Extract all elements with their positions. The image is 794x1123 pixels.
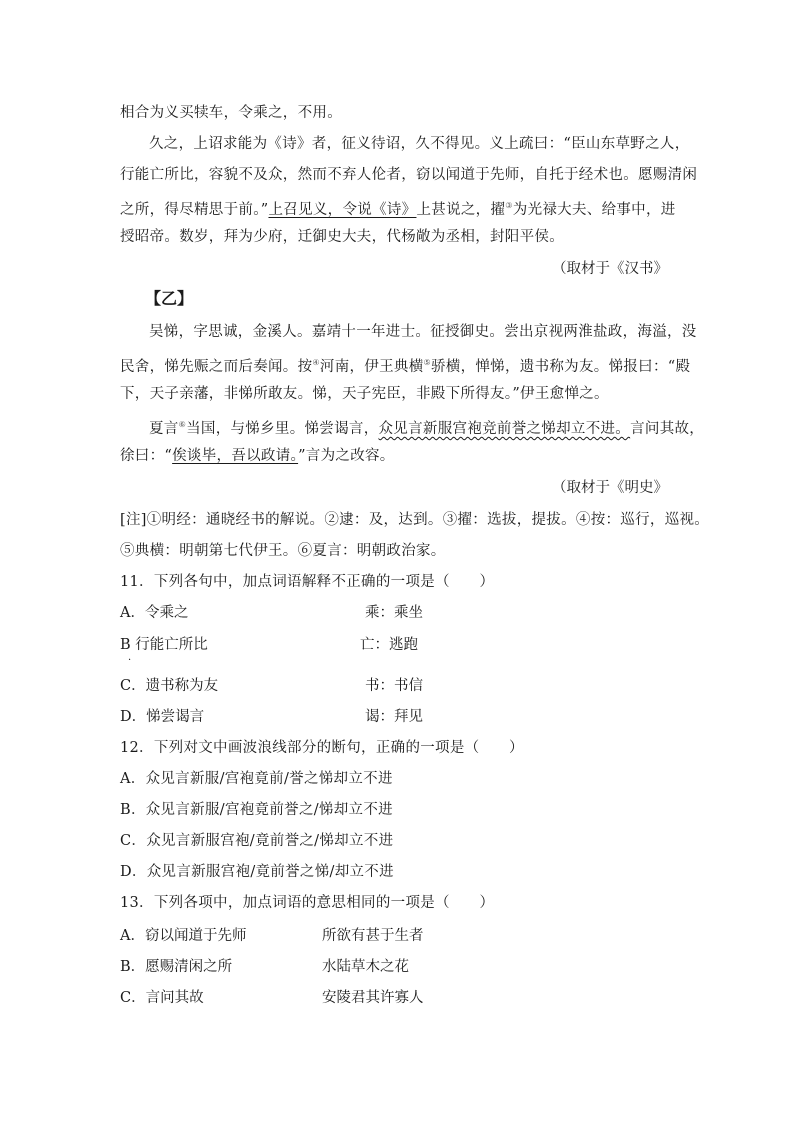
part-a-line-4-start: 之所，得尽精思于前。”	[120, 201, 269, 218]
part-b-line-3: 下，天子亲藩，非悌所敢友。悌，天子宪臣，非殿下所得友。”伊王愈惮之。	[120, 386, 609, 402]
q11-option-d: D．悌尝谒言	[120, 709, 205, 725]
part-b-line-4-start: 夏言	[149, 420, 179, 437]
q12-option-c: C．众见言新服宫袍/竟前誉之/悌却立不进	[120, 833, 394, 849]
source-hanshu: （取材于《汉书》	[552, 261, 668, 277]
part-a-line-4-end: 为光禄大夫、给事中，进	[512, 201, 676, 218]
q11-option-c: C．遗书称为友	[120, 678, 219, 694]
part-b-line-2	[120, 353, 690, 377]
question-13-stem: 13．下列各项中，加点词语的意思相同的一项是（ ）	[120, 895, 495, 911]
note-marker-3: ③	[505, 201, 513, 210]
wavy-underlined-sentence: 众见言新服宫袍竞前誉之悌却立不进。	[378, 420, 631, 437]
q11-option-b: B 行能亡所比	[120, 637, 208, 653]
part-b-line-4-end: 言问其故，	[630, 420, 705, 437]
part-a-line-5: 授昭帝。数岁，拜为少府，迁御史大夫，代杨敞为丞相，封阳平侯。	[120, 229, 564, 245]
part-b-line-5-end: ”言为之改容。	[298, 448, 395, 464]
q12-option-b: B．众见言新服/宫袍竟前誉之/悌却立不进	[120, 802, 393, 818]
q13-option-b: B．愿赐清闲之所	[120, 959, 233, 975]
part-a-line-4	[120, 196, 676, 220]
part-b-line-4	[149, 415, 704, 439]
part-a-line-2: 久之，上诏求能为《诗》者，征义待诏，久不得见。义上疏曰：“臣山东草野之人，	[149, 136, 690, 152]
emphasis-dot: ·	[128, 655, 132, 666]
q13-option-b-pair: 水陆草木之花	[322, 959, 409, 975]
source-mingshi: （取材于《明史》	[552, 480, 668, 496]
q12-option-a: A．众见言新服/宫袍竟前/誉之悌却立不进	[120, 771, 393, 787]
part-b-line-4-mid: 当国，与悌乡里。悌尝谒言，	[186, 420, 379, 437]
question-12-stem: 12．下列对文中画波浪线部分的断句，正确的一项是（ ）	[120, 740, 524, 756]
part-b-line-1: 吴悌，字思诚，金溪人。嘉靖十一年进士。征授御史。尝出京视两淮盐政，海溢，没	[149, 324, 697, 340]
part-b-line-2-mid: 河南，伊王典横	[319, 358, 424, 375]
q11-option-b-gloss: 亡：逃跑	[360, 637, 418, 653]
q12-option-d: D．众见言新服宫袍/竟前誉之悌/却立不进	[120, 864, 394, 880]
part-b-line-5-start: 徐曰：“	[120, 448, 173, 464]
note-marker-4: ④	[312, 358, 320, 367]
underlined-sentence-1: 上召见义，令说《诗》	[268, 201, 417, 218]
notes-line-2: ⑤典横：明朝第七代伊王。⑥夏言：明朝政治家。	[120, 543, 446, 559]
q11-option-c-gloss: 书：书信	[365, 678, 423, 694]
q13-option-c: C．言问其故	[120, 990, 204, 1006]
underlined-sentence-2: 俟谈毕，吾以政请。	[172, 448, 299, 464]
notes-line-1: [注]①明经：通晓经书的解说。②逮：及，达到。③擢：选拔，提拔。④按：巡行，巡视。	[120, 512, 710, 528]
note-marker-6: ⑥	[178, 420, 187, 429]
section-tag-yi: 【乙】	[145, 289, 194, 308]
q11-option-d-gloss: 谒：拜见	[365, 709, 423, 725]
part-b-line-5	[120, 446, 395, 466]
q13-option-c-pair: 安陵君其许寡人	[322, 990, 424, 1006]
part-b-line-2-end: 骄横，惮悌，遗书称为友。悌报曰：“殿	[430, 358, 691, 375]
q11-option-a-gloss: 乘：乘坐	[365, 605, 423, 621]
part-a-line-3: 行能亡所比，容貌不及众，然而不弃人伦者，窃以闻道于先师，自托于经术也。愿赐清闲	[120, 167, 698, 183]
q13-option-a: A．窃以闻道于先师	[120, 928, 247, 944]
note-marker-5: ⑤	[423, 358, 431, 367]
q13-option-a-pair: 所欲有甚于生者	[322, 928, 424, 944]
part-b-line-2-start: 民舍，悌先赈之而后奏闻。按	[120, 358, 313, 375]
question-11-stem: 11．下列各句中，加点词语解释不正确的一项是（ ）	[120, 574, 495, 590]
q11-option-a: A．令乘之	[120, 605, 189, 621]
part-a-line-1: 相合为义买犊车，令乘之，不用。	[120, 105, 342, 121]
part-a-line-4-mid: 上甚说之，擢	[416, 201, 506, 218]
